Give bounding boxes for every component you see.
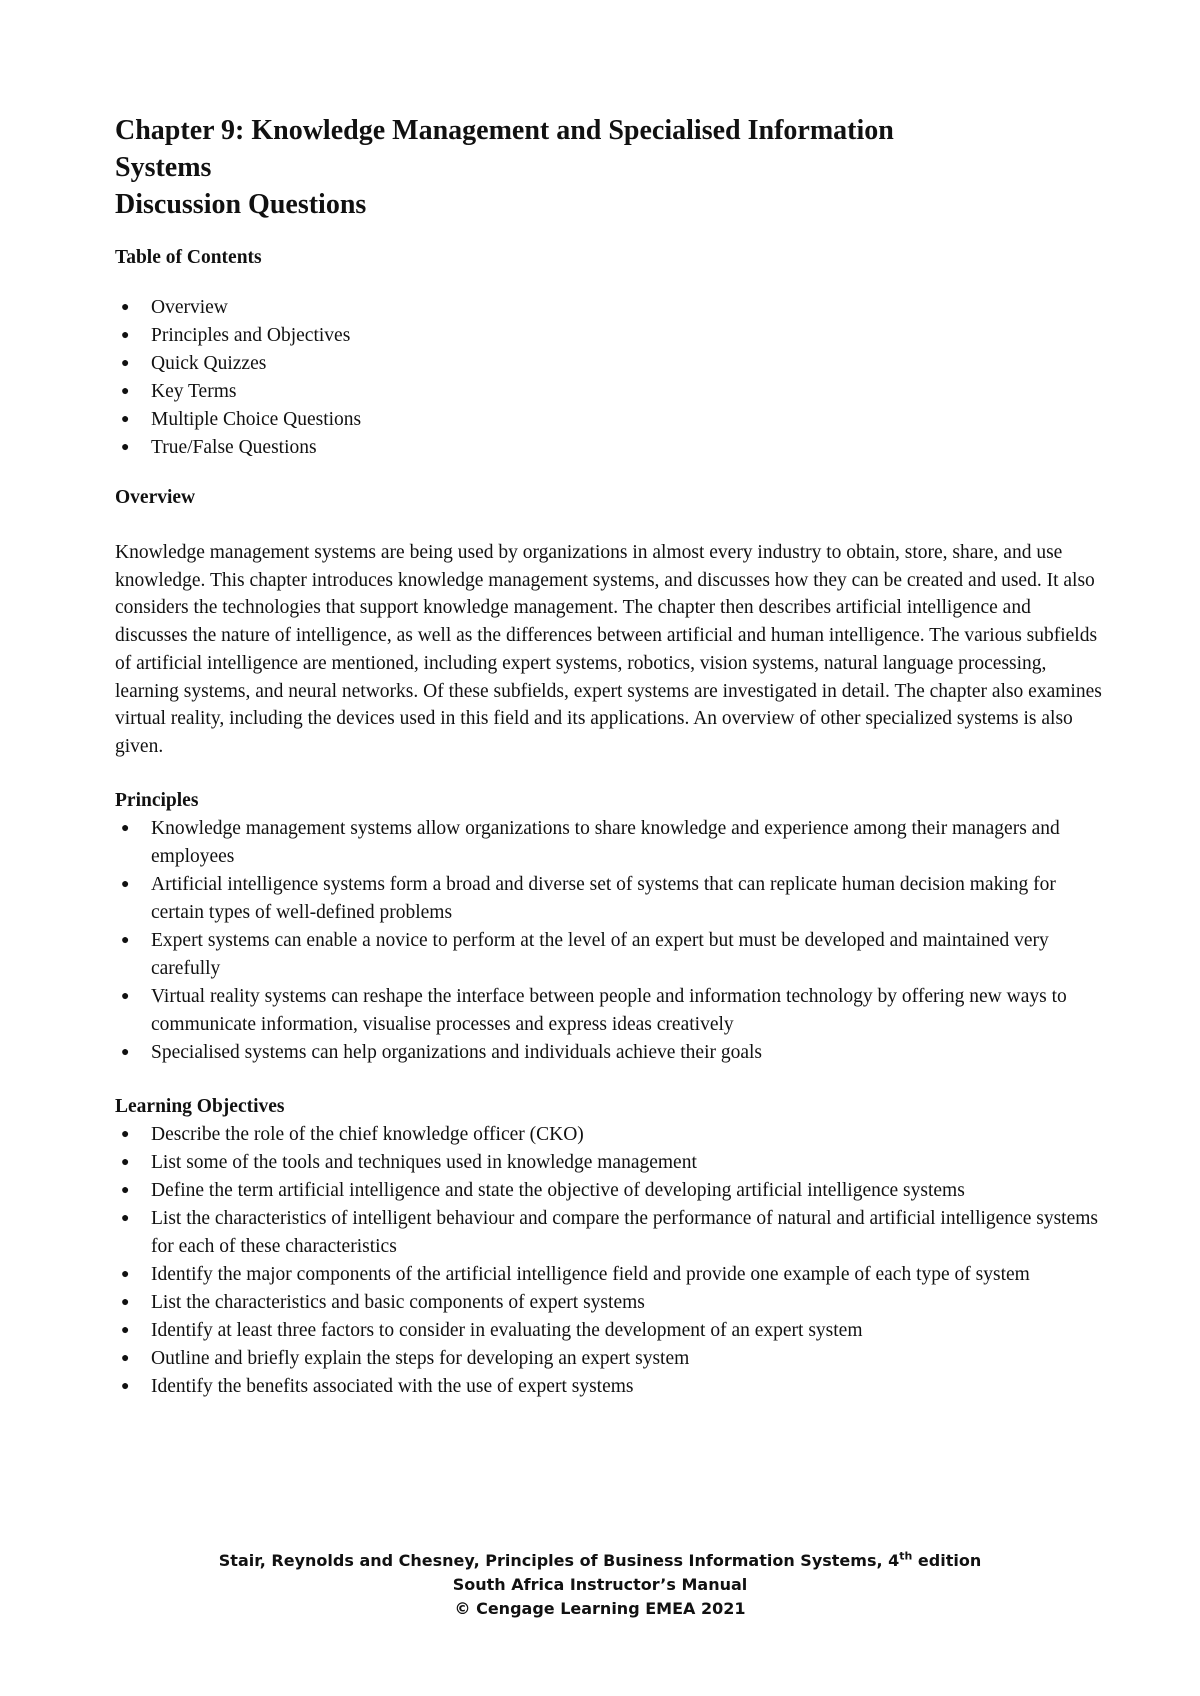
list-item (115, 406, 1105, 434)
list-item-text: Multiple Choice Questions (151, 409, 362, 430)
list-item-text: List some of the tools and techniques used in knowledge management (151, 1151, 697, 1173)
list-item-text: List the characteristics and basic components of expert systems (151, 1291, 645, 1313)
footer-edition-superscript: th (899, 1549, 913, 1563)
bullet-icon: ● (121, 876, 130, 892)
list-item-text: Principles and Objectives (151, 325, 351, 346)
list-item-text: Knowledge management systems allow organizations to share knowledge and experience among their managers and employees (151, 817, 1060, 867)
bullet-icon: ● (121, 440, 130, 455)
list-item-text: Identify the major components of the artificial intelligence field and provide one example of each type of system (151, 1263, 1030, 1285)
bullet-icon: ● (121, 1210, 130, 1226)
bullet-icon: ● (121, 1266, 130, 1282)
bullet-icon: ● (121, 988, 130, 1004)
list-item-text: Outline and briefly explain the steps for developing an expert system (151, 1347, 690, 1369)
bullet-icon: ● (121, 820, 130, 836)
list-item (115, 1177, 1105, 1205)
bullet-icon: ● (121, 1322, 130, 1338)
list-item (115, 378, 1105, 406)
list-item (115, 350, 1105, 378)
title-line-3: Discussion Questions (115, 189, 367, 220)
bullet-icon: ● (121, 1350, 130, 1366)
bullet-icon: ● (121, 1154, 130, 1170)
bullet-icon: ● (121, 384, 130, 399)
list-item (115, 1205, 1105, 1261)
list-item (115, 1261, 1105, 1289)
list-item (115, 1121, 1105, 1149)
title-line-2: Systems (115, 152, 212, 183)
learning-objectives-heading: Learning Objectives (115, 1095, 285, 1117)
list-item (115, 1345, 1105, 1373)
list-item-text: Specialised systems can help organizations and individuals achieve their goals (151, 1041, 763, 1063)
list-item-text: Describe the role of the chief knowledge officer (CKO) (151, 1123, 584, 1145)
list-item (115, 1289, 1105, 1317)
title-line-1: Chapter 9: Knowledge Management and Specialised Information (115, 115, 894, 146)
bullet-icon: ● (121, 932, 130, 948)
list-item-text: Identify the benefits associated with the use of expert systems (151, 1375, 634, 1397)
list-item-text: Define the term artificial intelligence and state the objective of developing artificial intelligence systems (151, 1179, 965, 1201)
bullet-icon: ● (121, 1182, 130, 1198)
footer-edition-word: edition (912, 1551, 982, 1570)
bullet-icon: ● (121, 356, 130, 371)
bullet-icon: ● (121, 1044, 130, 1060)
toc-heading: Table of Contents (115, 247, 262, 268)
bullet-icon: ● (121, 412, 130, 427)
list-item-text: Artificial intelligence systems form a broad and diverse set of systems that can replicate human decision making for certain types of well-defined problems (151, 873, 1056, 923)
list-item-text: Key Terms (151, 381, 237, 402)
footer-book-title: Stair, Reynolds and Chesney, Principles of Business Information Systems, 4 (218, 1551, 900, 1570)
principles-list (115, 815, 1105, 1067)
bullet-icon: ● (121, 1126, 130, 1142)
list-item-text: List the characteristics of intelligent behaviour and compare the performance of natural and artificial intelligence systems for each of these characteristics (151, 1207, 1098, 1257)
overview-paragraph: Knowledge management systems are being used by organizations in almost every industry to obtain, store, share, and use knowledge. This chapter introduces knowledge management systems, and discusses how they can be created and used. It also considers the technologies that support knowledge management. The chapter then describes artificial intelligence and discusses the nature of intelligence, as well as the differences between artificial and human intelligence. The various subfields of artificial intelligence are mentioned, including expert systems, robotics, vision systems, natural language processing, learning systems, and neural networks. Of these subfields, expert systems are investigated in detail. The chapter also examines virtual reality, including the devices used in this field and its applications. An overview of other specialized systems is also given. (115, 542, 1102, 757)
page-content (115, 112, 1105, 1401)
page-footer (0, 1549, 1200, 1621)
bullet-icon: ● (121, 300, 130, 315)
list-item-text: Virtual reality systems can reshape the interface between people and information technology by offering new ways to communicate information, visualise processes and express ideas creatively (151, 985, 1067, 1035)
footer-book-line (0, 1549, 1200, 1573)
list-item-text: Expert systems can enable a novice to perform at the level of an expert but must be developed and maintained very carefully (151, 929, 1049, 979)
list-item (115, 322, 1105, 350)
list-item (115, 1317, 1105, 1345)
list-item-text: Quick Quizzes (151, 353, 267, 374)
list-item (115, 1039, 1105, 1067)
list-item (115, 434, 1105, 462)
list-item-text: Overview (151, 297, 228, 318)
learning-objectives-list (115, 1121, 1105, 1401)
list-item (115, 983, 1105, 1039)
list-item (115, 815, 1105, 871)
bullet-icon: ● (121, 1378, 130, 1394)
page-title (115, 112, 1105, 223)
list-item-text: True/False Questions (151, 437, 317, 458)
bullet-icon: ● (121, 1294, 130, 1310)
list-item (115, 1149, 1105, 1177)
list-item (115, 294, 1105, 322)
list-item-text: Identify at least three factors to consider in evaluating the development of an expert system (151, 1319, 863, 1341)
footer-copyright-line: © Cengage Learning EMEA 2021 (454, 1599, 746, 1618)
principles-heading: Principles (115, 789, 199, 811)
list-item (115, 871, 1105, 927)
bullet-icon: ● (121, 328, 130, 343)
list-item (115, 1373, 1105, 1401)
overview-heading: Overview (115, 487, 196, 508)
list-item (115, 927, 1105, 983)
toc-list (115, 294, 1105, 462)
footer-manual-line: South Africa Instructor’s Manual (452, 1575, 748, 1594)
